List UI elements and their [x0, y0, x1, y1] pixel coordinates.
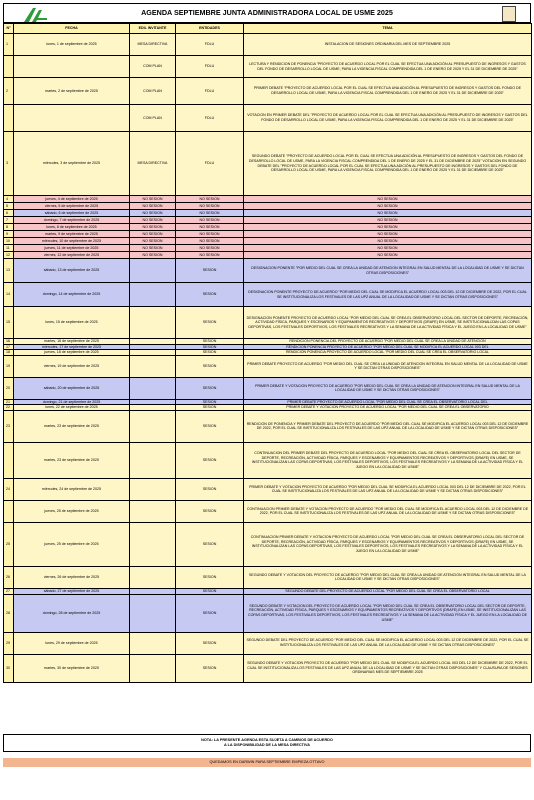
cell-entidades: NO SESION	[176, 210, 244, 217]
cell-edil: NO SESION	[130, 224, 176, 231]
agenda-note	[3, 734, 531, 752]
table-row	[4, 442, 532, 478]
cell-fecha: lunes, 1 de septiembre de 2025	[14, 34, 130, 56]
cell-fecha: sábado, 20 de septiembre de 2025	[14, 377, 130, 399]
cell-tema: DESIGNACION PONENTE PROYECTO DE ACUERDO LOCAL "POR MEDIO DEL CUAL SE CREA EL OBSERVATORIO LOCAL DEL SECTOR DE DEPORTE, RECREACIÓN, ACTIVIDAD FÍSICA, PARQUES Y ESCENARIOS Y EQUIPAMIENTOS RECREATIVOS Y DEPORTIVOS (DRAFE) EN USME, SE INSTITUCIONALIZAN LAS COPAS DEPORTIVAS, LOS FESTIVALES DEPORTIVOS, LOS FESTIVALES RECREATIVOS Y LA SEMANA DE LA ACTIVIDAD FÍSICA Y EL JUEGO EN LA LOCALIDAD DE USME"	[244, 307, 532, 339]
cell-tema: NO SESION	[244, 217, 532, 224]
cell-entidades: SESION	[176, 442, 244, 478]
cell-tema: RENDICION PONENCIA PROYECTO DE ACUERDO "POR MEDIO DEL CUAL SE MODIFICA EL ACUERDO LOCAL 003 DEL	[244, 344, 532, 350]
cell-number: 25	[4, 522, 14, 566]
cell-fecha: jueves, 25 de septiembre de 2025	[14, 500, 130, 522]
cell-edil	[130, 478, 176, 500]
cell-tema: RENDICION DE PONENCIA Y PRIMER DEBATE DEL PROYECTO DE ACUERDO "POR MEDIO DEL CUAL SE MODIFICA EL ACUERDO LOCAL 003 DEL 12 DE DICIEMBRE DE 2022, POR EL CUAL SE INSTITUCIONALIZA LOS FESTIVALES DE LAS UPZ ANUAL DE LA LOCALIDAD DE USME Y SE DICTAN OTRAS DISPOSICIONES"	[244, 410, 532, 442]
cell-entidades: FDLU	[176, 132, 244, 196]
cell-entidades: SESION	[176, 339, 244, 345]
col-header-entidades: ENTIDADES	[176, 24, 244, 34]
cell-tema: NO SESION	[244, 245, 532, 252]
cell-number: 16	[4, 339, 14, 345]
cell-fecha: viernes, 26 de septiembre de 2025	[14, 566, 130, 588]
cell-tema: CONTINUACION PRIMER DEBATE Y VOTACION PROYECTO DE ACUERDO "POR MEDIO DEL CUAL SE MODIFICA EL ACUERDO LOCAL 003 DEL 12 DE DICIEMBRE DE 2022, POR EL CUAL SE INSTITUCIONALIZA LOS FESTIVALES DE LAS UPZ ANUAL DE LA LOCALIDAD DE USME Y SE DICTAN OTRAS DISPOSICIONES"	[244, 500, 532, 522]
cell-tema: RENDICION PONENCIA DEL PROYECTO DE ACUERDO "POR MEDIO DEL CUAL SE CREA LA UNIDAD DE ATENCION	[244, 339, 532, 345]
page-title: AGENDA SEPTIEMBRE JUNTA ADMINISTRADORA LOCAL DE USME 2025	[141, 8, 393, 17]
cell-fecha: miércoles, 10 de septiembre de 2025	[14, 238, 130, 245]
cell-tema: NO SESION	[244, 210, 532, 217]
cell-edil	[130, 283, 176, 307]
cell-tema: NO SESION	[244, 196, 532, 203]
cell-tema: DESIGNACION PONENTE PROYECTO DE ACUERDO "POR MEDIO DEL CUAL SE MODIFICA EL ACUERDO LOCAL 003 DEL 12 DE DICIEMBRE DE 2022, POR EL CUAL SE INSTITUCIONALIZA LOS FESTIVALES DE LAS UPZ ANUAL DE LA LOCALIDAD DE USME Y SE DICTAN OTRAS DISPOSICIONES"	[244, 283, 532, 307]
cell-fecha	[14, 56, 130, 78]
cell-number: 18	[4, 350, 14, 356]
col-header-n: N°	[4, 24, 14, 34]
cell-tema: NO SESION	[244, 231, 532, 238]
cell-edil: MESA DIRECTIVA	[130, 132, 176, 196]
cell-fecha: miércoles, 3 de septiembre de 2025	[14, 132, 130, 196]
table-row	[4, 307, 532, 339]
cell-fecha: lunes, 22 de septiembre de 2025	[14, 405, 130, 411]
cell-number	[4, 105, 14, 132]
cell-number	[4, 500, 14, 522]
cell-entidades: SESION	[176, 350, 244, 356]
cell-tema: SEGUNDO DEBATE DEL PROYECTO DE ACUERDO LOCAL "POR MEDIO DEL CUAL SE CREA EL OBSERVATORIO LOCAL	[244, 588, 532, 594]
cell-entidades: SESION	[176, 283, 244, 307]
cell-tema: PRIMER DEBATE Y VOTACION PROYECTO DE ACUERDO LOCAL "POR MEDIO DEL CUAL SE CREA EL OBSERVATORIO	[244, 405, 532, 411]
cell-fecha: jueves, 4 de septiembre de 2025	[14, 196, 130, 203]
cell-entidades: SESION	[176, 259, 244, 283]
cell-entidades: SESION	[176, 588, 244, 594]
cell-fecha: viernes, 19 de septiembre de 2025	[14, 355, 130, 377]
cell-tema: NO SESION	[244, 238, 532, 245]
cell-fecha: lunes, 29 de septiembre de 2025	[14, 632, 130, 654]
cell-tema: NO SESION	[244, 203, 532, 210]
cell-number: 11	[4, 245, 14, 252]
cell-entidades: NO SESION	[176, 231, 244, 238]
table-row	[4, 594, 532, 632]
header-bar	[3, 3, 531, 23]
table-row	[4, 105, 532, 132]
cell-number: 19	[4, 355, 14, 377]
note-line-1: NOTA: LA PRESENTE AGENDA ESTA SUJETA A CAMBIOS DE ACUERDO	[201, 738, 333, 742]
cell-number: 3	[4, 132, 14, 196]
cell-entidades: NO SESION	[176, 245, 244, 252]
cell-edil	[130, 442, 176, 478]
cell-fecha: martes, 2 de septiembre de 2025	[14, 78, 130, 105]
cell-edil: NO SESION	[130, 252, 176, 259]
cell-entidades: SESION	[176, 355, 244, 377]
cell-entidades: SESION	[176, 399, 244, 405]
cell-number: 2	[4, 78, 14, 105]
cell-number: 9	[4, 231, 14, 238]
cell-entidades: SESION	[176, 344, 244, 350]
cell-fecha: lunes, 8 de septiembre de 2025	[14, 224, 130, 231]
cell-fecha: jueves, 11 de septiembre de 2025	[14, 245, 130, 252]
cell-number: 10	[4, 238, 14, 245]
table-row	[4, 56, 532, 78]
cell-number: 15	[4, 307, 14, 339]
table-row	[4, 210, 532, 217]
table-row	[4, 478, 532, 500]
cell-edil	[130, 500, 176, 522]
cell-tema: DESIGNACION PONENTE "POR MEDIO DEL CUAL SE CREA LA UNIDAD DE ATENCION INTEGRAL EN SALUD MENTAL DE LA LOCALIDAD DE USME Y SE DICTAN OTRAS DISPOSICIONES"	[244, 259, 532, 283]
cell-edil	[130, 632, 176, 654]
table-row	[4, 34, 532, 56]
cell-fecha: domingo, 28 de septiembre de 2025	[14, 594, 130, 632]
cell-fecha: viernes, 5 de septiembre de 2025	[14, 203, 130, 210]
cell-edil	[130, 410, 176, 442]
cell-tema: CONTINUACION PRIMER DEBATE Y VOTACION PROYECTO DE ACUERDO LOCAL "POR MEDIO DEL CUAL SE CREA EL OBSERVATORIO LOCAL DEL SECTOR DE DEPORTE, RECREACIÓN, ACTIVIDAD FÍSICA, PARQUES Y ESCENARIOS Y EQUIPAMIENTOS RECREATIVOS Y DEPORTIVOS (DRAFE) EN USME, SE INSTITUCIONALIZAN LAS COPAS DEPORTIVAS, LOS FESTIVALES DEPORTIVOS, LOS FESTIVALES RECREATIVOS Y LA SEMANA DE LA ACTIVIDAD FÍSICA Y EL JUEGO EN LA LOCALIDAD DE USME"	[244, 522, 532, 566]
cell-tema: INSTALACION DE SESIONES ORDINARIA DEL MES DE SEPTIEMBRE 2025	[244, 34, 532, 56]
cell-fecha: viernes, 12 de septiembre de 2025	[14, 252, 130, 259]
cell-edil: COM PLAN	[130, 105, 176, 132]
cell-fecha: martes, 23 de septiembre de 2025	[14, 410, 130, 442]
cell-tema: NO SESION	[244, 252, 532, 259]
cell-edil	[130, 566, 176, 588]
cell-entidades: SESION	[176, 632, 244, 654]
cell-number: 29	[4, 632, 14, 654]
cell-entidades: FDLU	[176, 34, 244, 56]
cell-number: 14	[4, 283, 14, 307]
table-row	[4, 231, 532, 238]
cell-edil: COM PLAN	[130, 56, 176, 78]
cell-edil	[130, 259, 176, 283]
cell-entidades: SESION	[176, 500, 244, 522]
cell-edil	[130, 594, 176, 632]
cell-fecha: jueves, 25 de septiembre de 2025	[14, 522, 130, 566]
cell-number: 27	[4, 588, 14, 594]
cell-edil: NO SESION	[130, 231, 176, 238]
cell-tema: PRIMER DEBATE PROYECTO DE ACUERDO "POR MEDIO DEL CUAL SE CREA LA UNIDAD DE ATENCION INTEGRAL EN SALUD MENTAL DE LA LOCALIDAD DE USME Y SE DICTAN OTRAS DISPOSICIONES"	[244, 355, 532, 377]
table-row	[4, 566, 532, 588]
table-row	[4, 259, 532, 283]
col-header-fecha: FECHA	[14, 24, 130, 34]
cell-fecha: domingo, 21 de septiembre de 2025	[14, 399, 130, 405]
table-row	[4, 283, 532, 307]
cell-number: 23	[4, 410, 14, 442]
cell-tema: PRIMER DEBATE "PROYECTO DE ACUERDO LOCAL POR EL CUAL SE EFECTUA UNA ADICIÓN AL PRESUPUESTO DE INGRESOS Y GASTOS DEL FONDO DE DESARROLLO LOCAL DE USME, PARA LA VIGENCIA FISCAL COMPRENDIDA DEL 1 DE ENERO DE 2025 Y EL 31 DE DICIEMBRE DE 2025"	[244, 78, 532, 105]
cell-fecha	[14, 105, 130, 132]
cell-entidades: SESION	[176, 566, 244, 588]
note-line-2: A LA DISPONIBILIDAD DE LA MESA DIRECTIVA	[223, 743, 311, 747]
cell-fecha: miércoles, 24 de septiembre de 2025	[14, 478, 130, 500]
table-row	[4, 632, 532, 654]
cell-entidades: SESION	[176, 307, 244, 339]
cell-edil: NO SESION	[130, 203, 176, 210]
cell-number: 8	[4, 224, 14, 231]
cell-number: 7	[4, 217, 14, 224]
cell-edil: NO SESION	[130, 245, 176, 252]
cell-edil: NO SESION	[130, 196, 176, 203]
cell-fecha: domingo, 14 de septiembre de 2025	[14, 283, 130, 307]
cell-entidades: NO SESION	[176, 196, 244, 203]
cell-edil	[130, 654, 176, 682]
cell-number	[4, 56, 14, 78]
cell-tema: SEGUNDO DEBATE Y VOTACION PROYECTO DE ACUERDO "POR MEDIO DEL CUAL SE MODIFICA EL ACUERDO LOCAL 003 DEL 12 DE DICIEMBRE DE 2022, POR EL CUAL SE INSTITUCIONALIZA LOS FESTIVALES DE LAS UPZ ANUAL DE LA LOCALIDAD DE USME Y SE DICTAN OTRAS DISPOSICIONES" Y CLAUSURA DE SESIONES ORDINARIAS MES DE SEPTIEMBRE 2025	[244, 654, 532, 682]
cell-fecha: martes, 23 de septiembre de 2025	[14, 442, 130, 478]
cell-edil	[130, 522, 176, 566]
cell-fecha: martes, 9 de septiembre de 2025	[14, 231, 130, 238]
col-header-tema: TEMA	[244, 24, 532, 34]
cell-tema: NO SESION	[244, 224, 532, 231]
cell-tema: VOTACION EN PRIMER DEBATE DEL "PROYECTO DE ACUERDO LOCAL POR EL CUAL SE EFECTUA UNA ADICIÓN AL PRESUPUESTO DE INGRESOS Y GASTOS DEL FONDO DE DESARROLLO LOCAL DE USME, PARA LA VIGENCIA FISCAL COMPRENDIDA DEL 1 DE ENERO DE 2025 Y EL 31 DE DICIEMBRE DE 2025"	[244, 105, 532, 132]
cell-tema: RENDICION PONENCIA PROYECTO DE ACUERDO LOCAL "POR MEDIO DEL CUAL SE CREA EL OBSERVATORIO LOCAL	[244, 350, 532, 356]
cell-number: 12	[4, 252, 14, 259]
table-row	[4, 78, 532, 105]
cell-tema: LECTURA Y RENDICION DE PONENCIA "PROYECTO DE ACUERDO LOCAL POR EL CUAL SE EFECTUA UNA ADICIÓN AL PRESUPUESTO DE INGRESOS Y GASTOS DEL FONDO DE DESARROLLO LOCAL DE USME, PARA LA VIGENCIA FISCAL COMPRENDIDA DEL 1 DE ENERO DE 2025 Y EL 31 DE DICIEMBRE DE 2025"	[244, 56, 532, 78]
cell-number: 24	[4, 478, 14, 500]
cell-number: 22	[4, 405, 14, 411]
cell-entidades: NO SESION	[176, 224, 244, 231]
cell-number: 26	[4, 566, 14, 588]
cell-number: 21	[4, 399, 14, 405]
cell-edil: NO SESION	[130, 217, 176, 224]
cell-fecha: jueves, 18 de septiembre de 2025	[14, 350, 130, 356]
table-row	[4, 252, 532, 259]
footer-banner: QUEDAMOS EN DARWIN PARA SEPTIEMBRE EMPIEZA OTTAVO	[3, 758, 531, 767]
table-row	[4, 522, 532, 566]
cell-number: 30	[4, 654, 14, 682]
cell-entidades: FDLU	[176, 105, 244, 132]
cell-number: 6	[4, 210, 14, 217]
table-row	[4, 410, 532, 442]
table-body	[4, 34, 532, 683]
cell-entidades: NO SESION	[176, 203, 244, 210]
cell-number: 5	[4, 203, 14, 210]
cell-entidades: NO SESION	[176, 217, 244, 224]
bogota-seal-icon	[502, 6, 516, 22]
cell-tema: CONTINUACION DEL PRIMER DEBATE DEL PROYECTO DE ACUERDO LOCAL "POR MEDIO DEL CUAL SE CREA EL OBSERVATORIO LOCAL DEL SECTOR DE DEPORTE, RECREACIÓN, ACTIVIDAD FÍSICA, PARQUES Y ESCENARIOS Y EQUIPAMIENTOS RECREATIVOS Y DEPORTIVOS (DRAFE) EN USME, SE INSTITUCIONALIZAN LAS COPAS DEPORTIVAS, LOS FESTIVALES DEPORTIVOS, LOS FESTIVALES RECREATIVOS Y LA SEMANA DE LA ACTIVIDAD FÍSICA Y EL JUEGO EN LA LOCALIDAD DE USME"	[244, 442, 532, 478]
cell-entidades: SESION	[176, 377, 244, 399]
table-row	[4, 224, 532, 231]
cell-edil: MESA DIRECTIVA	[130, 34, 176, 56]
cell-entidades: SESION	[176, 522, 244, 566]
cell-number: 13	[4, 259, 14, 283]
cell-number: 17	[4, 344, 14, 350]
table-row	[4, 196, 532, 203]
cell-tema: PRIMER DEBATE PROYECTO DE ACUERDO LOCAL "POR MEDIO DEL CUAL SE CREA EL OBSERVATORIO LOCAL DEL	[244, 399, 532, 405]
cell-tema: PRIMER DEBATE Y VOTACION PROYECTO DE ACUERDO "POR MEDIO DEL CUAL SE CREA LA UNIDAD DE ATENCION INTEGRAL EN SALUD MENTAL DE LA LOCALIDAD DE USME Y SE DICTAN OTRAS DISPOSICIONES"	[244, 377, 532, 399]
cell-fecha: lunes, 15 de septiembre de 2025	[14, 307, 130, 339]
cell-number	[4, 442, 14, 478]
cell-edil	[130, 307, 176, 339]
cell-entidades: SESION	[176, 478, 244, 500]
cell-fecha: domingo, 7 de septiembre de 2025	[14, 217, 130, 224]
cell-entidades: FDLU	[176, 56, 244, 78]
cell-edil: NO SESION	[130, 210, 176, 217]
cell-entidades: NO SESION	[176, 238, 244, 245]
cell-tema: SEGUNDO DEBATE DEL PROYECTO DE ACUERDO "POR MEDIO DEL CUAL SE MODIFICA EL ACUERDO LOCAL 003 DEL 12 DE DICIEMBRE DE 2022, POR EL CUAL SE INSTITUCIONALIZA LOS FESTIVALES DE LAS UPZ ANUAL DE LA LOCALIDAD DE USME Y SE DICTAN OTRAS DISPOSICIONES"	[244, 632, 532, 654]
col-header-edil: EDIL INVITANTE	[130, 24, 176, 34]
table-row	[4, 132, 532, 196]
cell-entidades: SESION	[176, 654, 244, 682]
cell-entidades: NO SESION	[176, 252, 244, 259]
cell-fecha: martes, 30 de septiembre de 2025	[14, 654, 130, 682]
cell-tema: SEGUNDO DEBATE Y VOTACION DEL PROYECTO DE ACUERDO LOCAL "POR MEDIO DEL CUAL SE CREA EL OBSERVATORIO LOCAL DEL SECTOR DE DEPORTE, RECREACIÓN, ACTIVIDAD FÍSICA, PARQUES Y ESCENARIOS Y EQUIPAMIENTOS RECREATIVOS Y DEPORTIVOS (DRAFE) EN USME, SE INSTITUCIONALIZAN LAS COPAS DEPORTIVAS, LOS FESTIVALES DEPORTIVOS, LOS FESTIVALES RECREATIVOS Y LA SEMANA DE LA ACTIVIDAD FÍSICA Y EL JUEGO EN LA LOCALIDAD DE USME"	[244, 594, 532, 632]
agenda-table	[3, 23, 532, 683]
cell-number: 20	[4, 377, 14, 399]
cell-fecha: sábado, 6 de septiembre de 2025	[14, 210, 130, 217]
cell-fecha: sábado, 27 de septiembre de 2025	[14, 588, 130, 594]
cell-edil: COM PLAN	[130, 78, 176, 105]
cell-fecha: martes, 16 de septiembre de 2025	[14, 339, 130, 345]
cell-tema: SEGUNDO DEBATE "PROYECTO DE ACUERDO LOCAL POR EL CUAL SE EFECTUA UNA ADICIÓN AL PRESUPUESTO DE INGRESOS Y GASTOS DEL FONDO DE DESARROLLO LOCAL DE USME, PARA LA VIGENCIA FISCAL COMPRENDIDA DEL 1 DE ENERO DE 2025 Y EL 31 DE DICIEMBRE DE 2025" VOTACION EN SEGUNDO DEBATE DEL "PROYECTO DE ACUERDO LOCAL POR EL CUAL SE EFECTUA UNA ADICIÓN AL PRESUPUESTO DE INGRESOS Y GASTOS DEL FONDO DE DESARROLLO LOCAL DE USME, PARA LA VIGENCIA FISCAL COMPRENDIDA DEL 1 DE ENERO DE 2025 Y EL 31 DE DICIEMBRE DE 2025"	[244, 132, 532, 196]
cell-edil	[130, 355, 176, 377]
cell-tema: PRIMER DEBATE Y VOTACION PROYECTO DE ACUERDO "POR MEDIO DEL CUAL SE MODIFICA EL ACUERDO LOCAL 003 DEL 12 DE DICIEMBRE DE 2022, POR EL CUAL SE INSTITUCIONALIZA LOS FESTIVALES DE LAS UPZ ANUAL DE LA LOCALIDAD DE USME Y SE DICTAN OTRAS DISPOSICIONES"	[244, 478, 532, 500]
cell-number: 1	[4, 34, 14, 56]
table-row	[4, 654, 532, 682]
table-row	[4, 377, 532, 399]
cell-fecha: sábado, 13 de septiembre de 2025	[14, 259, 130, 283]
cell-edil: NO SESION	[130, 238, 176, 245]
cell-tema: SEGUNDO DEBATE Y VOTACION DEL PROYECTO DE ACUERDO "POR MEDIO DEL CUAL SE CREA LA UNIDAD DE ATENCION INTEGRAL EN SALUD MENTAL DE LA LOCALIDAD DE USME Y SE DICTAN OTRAS DISPOSICIONES"	[244, 566, 532, 588]
table-row	[4, 245, 532, 252]
cell-edil	[130, 377, 176, 399]
table-row	[4, 203, 532, 210]
cell-fecha: miércoles, 17 de septiembre de 2025	[14, 344, 130, 350]
cell-entidades: SESION	[176, 410, 244, 442]
table-row	[4, 217, 532, 224]
table-row	[4, 500, 532, 522]
cell-number: 4	[4, 196, 14, 203]
cell-entidades: SESION	[176, 405, 244, 411]
cell-number: 28	[4, 594, 14, 632]
table-row	[4, 355, 532, 377]
cell-entidades: SESION	[176, 594, 244, 632]
table-header-row	[4, 24, 532, 34]
cell-entidades: FDLU	[176, 78, 244, 105]
table-row	[4, 238, 532, 245]
